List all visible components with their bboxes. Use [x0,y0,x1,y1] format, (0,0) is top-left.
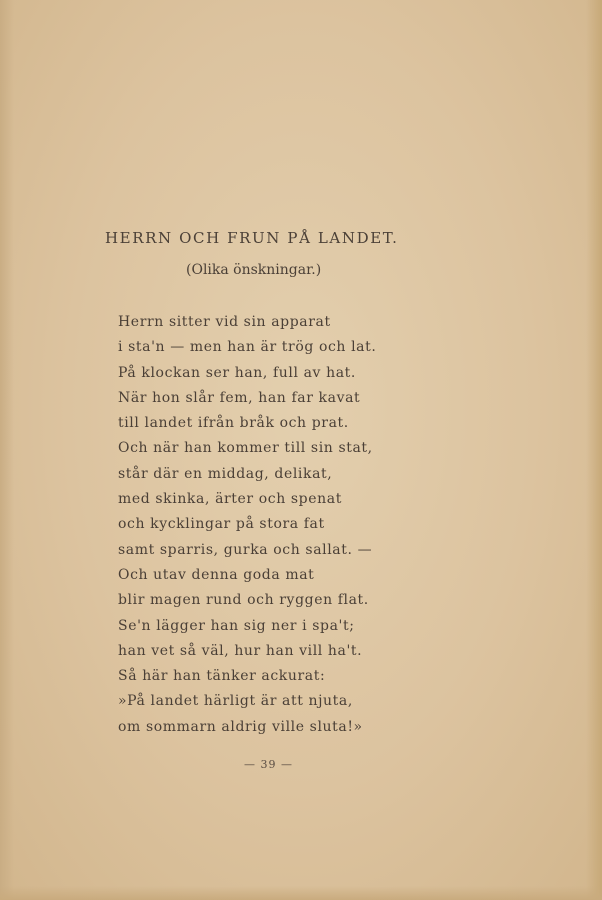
poem-line: i sta'n — men han är trög och lat. [118,339,377,356]
poem-line: Och när han kommer till sin stat, [118,440,373,457]
poem-subtitle: (Olika önskningar.) [186,262,322,278]
poem-title: HERRN OCH FRUN PÅ LANDET. [105,229,399,247]
poem-line: blir magen rund och ryggen flat. [118,592,369,609]
page-edge-shadow-left [0,0,14,900]
poem-line: samt sparris, gurka och sallat. — [118,541,373,558]
poem-line: Se'n lägger han sig ner i spa't; [118,617,355,634]
poem-line: han vet så väl, hur han vill ha't. [118,642,363,659]
page-number: — 39 — [244,758,293,771]
poem-line: När hon slår fem, han far kavat [118,389,361,406]
poem-line: Och utav denna goda mat [118,566,315,583]
page-edge-shadow-bottom [0,886,602,900]
poem-line: På klockan ser han, full av hat. [118,364,356,381]
poem-line: med skinka, ärter och spenat [118,491,342,508]
poem-line: till landet ifrån bråk och prat. [118,415,349,432]
poem-line: Så här han tänker ackurat: [118,668,326,685]
poem-stanza [118,310,448,740]
page-edge-shadow-right [586,0,602,900]
poem-line: och kycklingar på stora fat [118,516,325,533]
poem-line: Herrn sitter vid sin apparat [118,314,331,330]
poem-line: om sommarn aldrig ville sluta!» [118,718,363,735]
poem-line: »På landet härligt är att njuta, [118,693,353,710]
poem-line: står där en middag, delikat, [118,465,333,482]
